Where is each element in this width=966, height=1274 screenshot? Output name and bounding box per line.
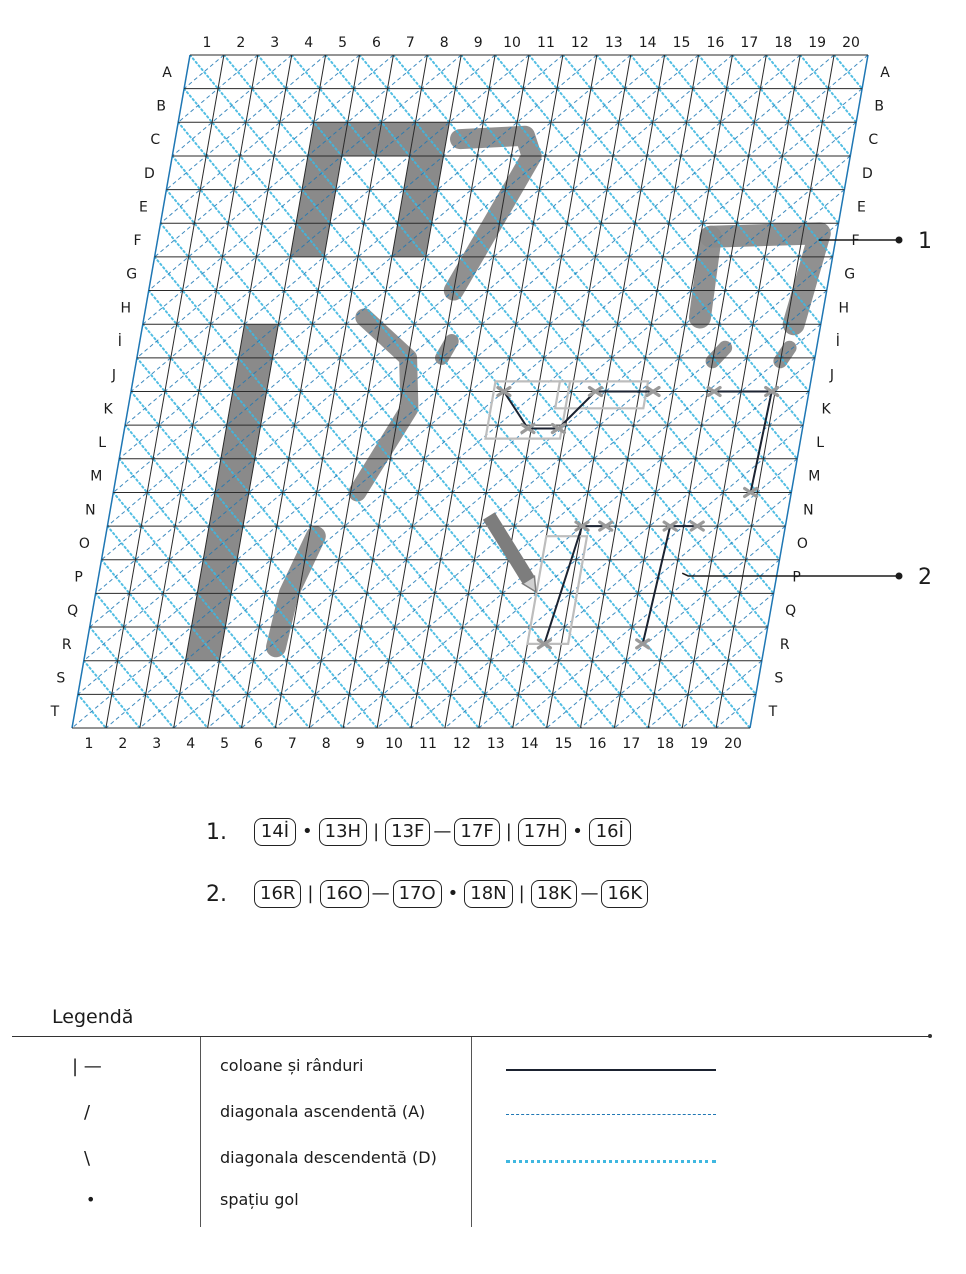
legend-sample-dotted: [506, 1160, 716, 1163]
cell-token: 13H: [319, 818, 367, 846]
row-label-right: A: [880, 64, 890, 81]
row-label-left: O: [78, 535, 90, 552]
separator-token: |: [505, 821, 512, 842]
row-label-left: J: [111, 367, 117, 384]
column-label-top: 14: [638, 35, 657, 51]
filled-stroke: [700, 237, 711, 318]
column-label-bottom: 7: [287, 736, 297, 752]
row-label-right: O: [796, 535, 808, 552]
column-label-bottom: 19: [690, 736, 709, 752]
row-label-right: S: [774, 670, 784, 687]
row-label-right: T: [768, 704, 778, 721]
legend-symbol: •: [86, 1190, 96, 1209]
column-label-top: 6: [371, 35, 381, 51]
column-label-bottom: 5: [220, 736, 230, 752]
row-label-right: N: [803, 502, 814, 519]
legend-title: Legendă: [52, 1006, 134, 1028]
cell-token: 16R: [254, 880, 301, 908]
ascending-diagonal: [648, 627, 767, 728]
row-label-left: D: [143, 165, 155, 182]
legend-text: diagonala descendentă (D): [220, 1148, 437, 1167]
row-label-left: G: [126, 266, 138, 283]
column-label-top: 11: [537, 35, 555, 51]
descending-diagonal: [360, 55, 780, 560]
cell-token: 13F: [385, 818, 430, 846]
sequence-2: [206, 880, 648, 908]
legend-symbol: /: [84, 1102, 91, 1123]
column-label-top: 3: [270, 35, 280, 51]
row-label-right: Q: [785, 603, 797, 620]
column-label-bottom: 2: [118, 736, 128, 752]
column-label-bottom: 1: [84, 736, 94, 752]
stitch-line: [643, 526, 698, 644]
row-label-right: L: [816, 434, 825, 451]
column-label-top: 19: [808, 35, 827, 51]
column-label-top: 7: [405, 35, 415, 51]
legend-divider-end: [928, 1034, 932, 1038]
separator-token: •: [302, 821, 313, 842]
row-label-left: Q: [67, 603, 79, 620]
filled-stroke: [357, 317, 409, 492]
row-label-left: K: [103, 401, 113, 418]
column-label-bottom: 11: [419, 736, 437, 752]
column-label-bottom: 9: [355, 736, 365, 752]
row-label-left: E: [139, 199, 148, 216]
legend-symbol: \: [84, 1148, 91, 1169]
cell-token: 16İ: [589, 818, 631, 846]
row-label-left: İ: [117, 334, 122, 351]
cell-token: 18N: [464, 880, 512, 908]
column-label-top: 2: [236, 35, 246, 51]
row-label-left: T: [50, 704, 60, 721]
row-label-right: M: [808, 468, 821, 485]
descending-diagonal: [699, 55, 839, 223]
column-label-bottom: 15: [554, 736, 573, 752]
legend-sample-solid: [506, 1069, 716, 1071]
pencil-icon: [489, 516, 536, 592]
row-label-right: J: [829, 367, 835, 384]
legend-text: coloane și rânduri: [220, 1056, 364, 1075]
row-label-right: F: [851, 233, 860, 250]
column-label-top: 20: [842, 35, 860, 51]
row-label-left: F: [133, 233, 142, 250]
legend-text: diagonala ascendentă (A): [220, 1102, 426, 1121]
row-label-right: C: [868, 132, 879, 149]
ascending-diagonal: [137, 55, 495, 358]
row-label-right: İ: [835, 334, 840, 351]
column-label-top: 15: [672, 35, 691, 51]
cell-token: 18K: [531, 880, 578, 908]
separator-token: |: [518, 883, 525, 904]
legend-row-empty: [0, 1190, 966, 1220]
row-label-left: H: [120, 300, 132, 317]
row-label-left: L: [98, 434, 107, 451]
cell-token: 14İ: [254, 818, 296, 846]
column-label-top: 18: [774, 35, 793, 51]
separator-token: |: [307, 883, 314, 904]
callout-dot: [896, 237, 903, 244]
column-label-bottom: 13: [486, 736, 505, 752]
row-label-left: B: [156, 98, 166, 115]
sequence-number: 1.: [206, 819, 227, 845]
cell-token: 16K: [601, 880, 648, 908]
row-label-left: M: [90, 468, 103, 485]
sequence-number: 2.: [206, 881, 227, 907]
separator-token: •: [447, 883, 459, 904]
sequence-1: [206, 818, 631, 846]
column-label-top: 5: [338, 35, 348, 51]
legend-symbol: | —: [72, 1056, 102, 1077]
sequence-tokens: [254, 880, 648, 908]
row-label-right: H: [838, 300, 850, 317]
separator-token: —: [371, 883, 390, 904]
separator-token: —: [433, 821, 452, 842]
column-label-top: 4: [304, 35, 314, 51]
row-label-left: A: [162, 64, 172, 81]
row-label-left: R: [61, 636, 72, 653]
sequence-tokens: [254, 818, 631, 846]
legend-row-ascending: [0, 1102, 966, 1132]
row-label-right: D: [861, 165, 873, 182]
separator-token: —: [580, 883, 599, 904]
column-label-bottom: 16: [588, 736, 607, 752]
row-label-left: S: [56, 670, 66, 687]
column-label-top: 9: [473, 35, 483, 51]
column-label-top: 10: [503, 35, 521, 51]
callout-number: 1: [918, 229, 932, 254]
separator-token: •: [572, 821, 583, 842]
column-label-bottom: 3: [152, 736, 162, 752]
column-label-bottom: 10: [385, 736, 403, 752]
legend-row-descending: [0, 1148, 966, 1178]
column-label-top: 13: [604, 35, 623, 51]
ascending-diagonal: [78, 55, 834, 694]
ascending-diagonal: [172, 55, 291, 156]
row-label-left: P: [74, 569, 83, 586]
column-label-top: 16: [706, 35, 725, 51]
ascending-diagonal: [242, 223, 839, 728]
row-label-right: K: [821, 401, 831, 418]
column-label-bottom: 6: [253, 736, 263, 752]
row-label-right: P: [792, 569, 801, 586]
ascending-diagonal: [309, 291, 826, 728]
row-label-right: G: [844, 266, 856, 283]
column-label-bottom: 18: [656, 736, 675, 752]
column-label-top: 8: [439, 35, 449, 51]
column-label-bottom: 4: [186, 736, 196, 752]
column-label-bottom: 12: [452, 736, 471, 752]
row-label-left: N: [85, 502, 96, 519]
column-label-top: 12: [570, 35, 589, 51]
row-label-right: R: [779, 636, 790, 653]
callout-line: [682, 573, 898, 576]
column-label-top: 1: [202, 35, 212, 51]
column-label-top: 17: [740, 35, 759, 51]
cell-token: 17O: [393, 880, 442, 908]
legend-sample-dashed: [506, 1114, 716, 1115]
row-label-left: C: [150, 132, 161, 149]
cell-token: 17H: [518, 818, 566, 846]
callout-dot: [896, 573, 903, 580]
column-label-bottom: 14: [520, 736, 539, 752]
row-label-right: E: [857, 199, 866, 216]
separator-token: |: [373, 821, 380, 842]
column-label-bottom: 17: [622, 736, 641, 752]
column-label-bottom: 8: [321, 736, 331, 752]
legend-text: spațiu gol: [220, 1190, 299, 1209]
callout-number: 2: [918, 565, 932, 590]
cell-token: 16O: [320, 880, 369, 908]
legend-row-lines: [0, 1056, 966, 1086]
cell-token: 17F: [454, 818, 499, 846]
filled-stroke: [454, 136, 532, 291]
column-label-bottom: 20: [724, 736, 742, 752]
row-label-right: B: [874, 98, 884, 115]
